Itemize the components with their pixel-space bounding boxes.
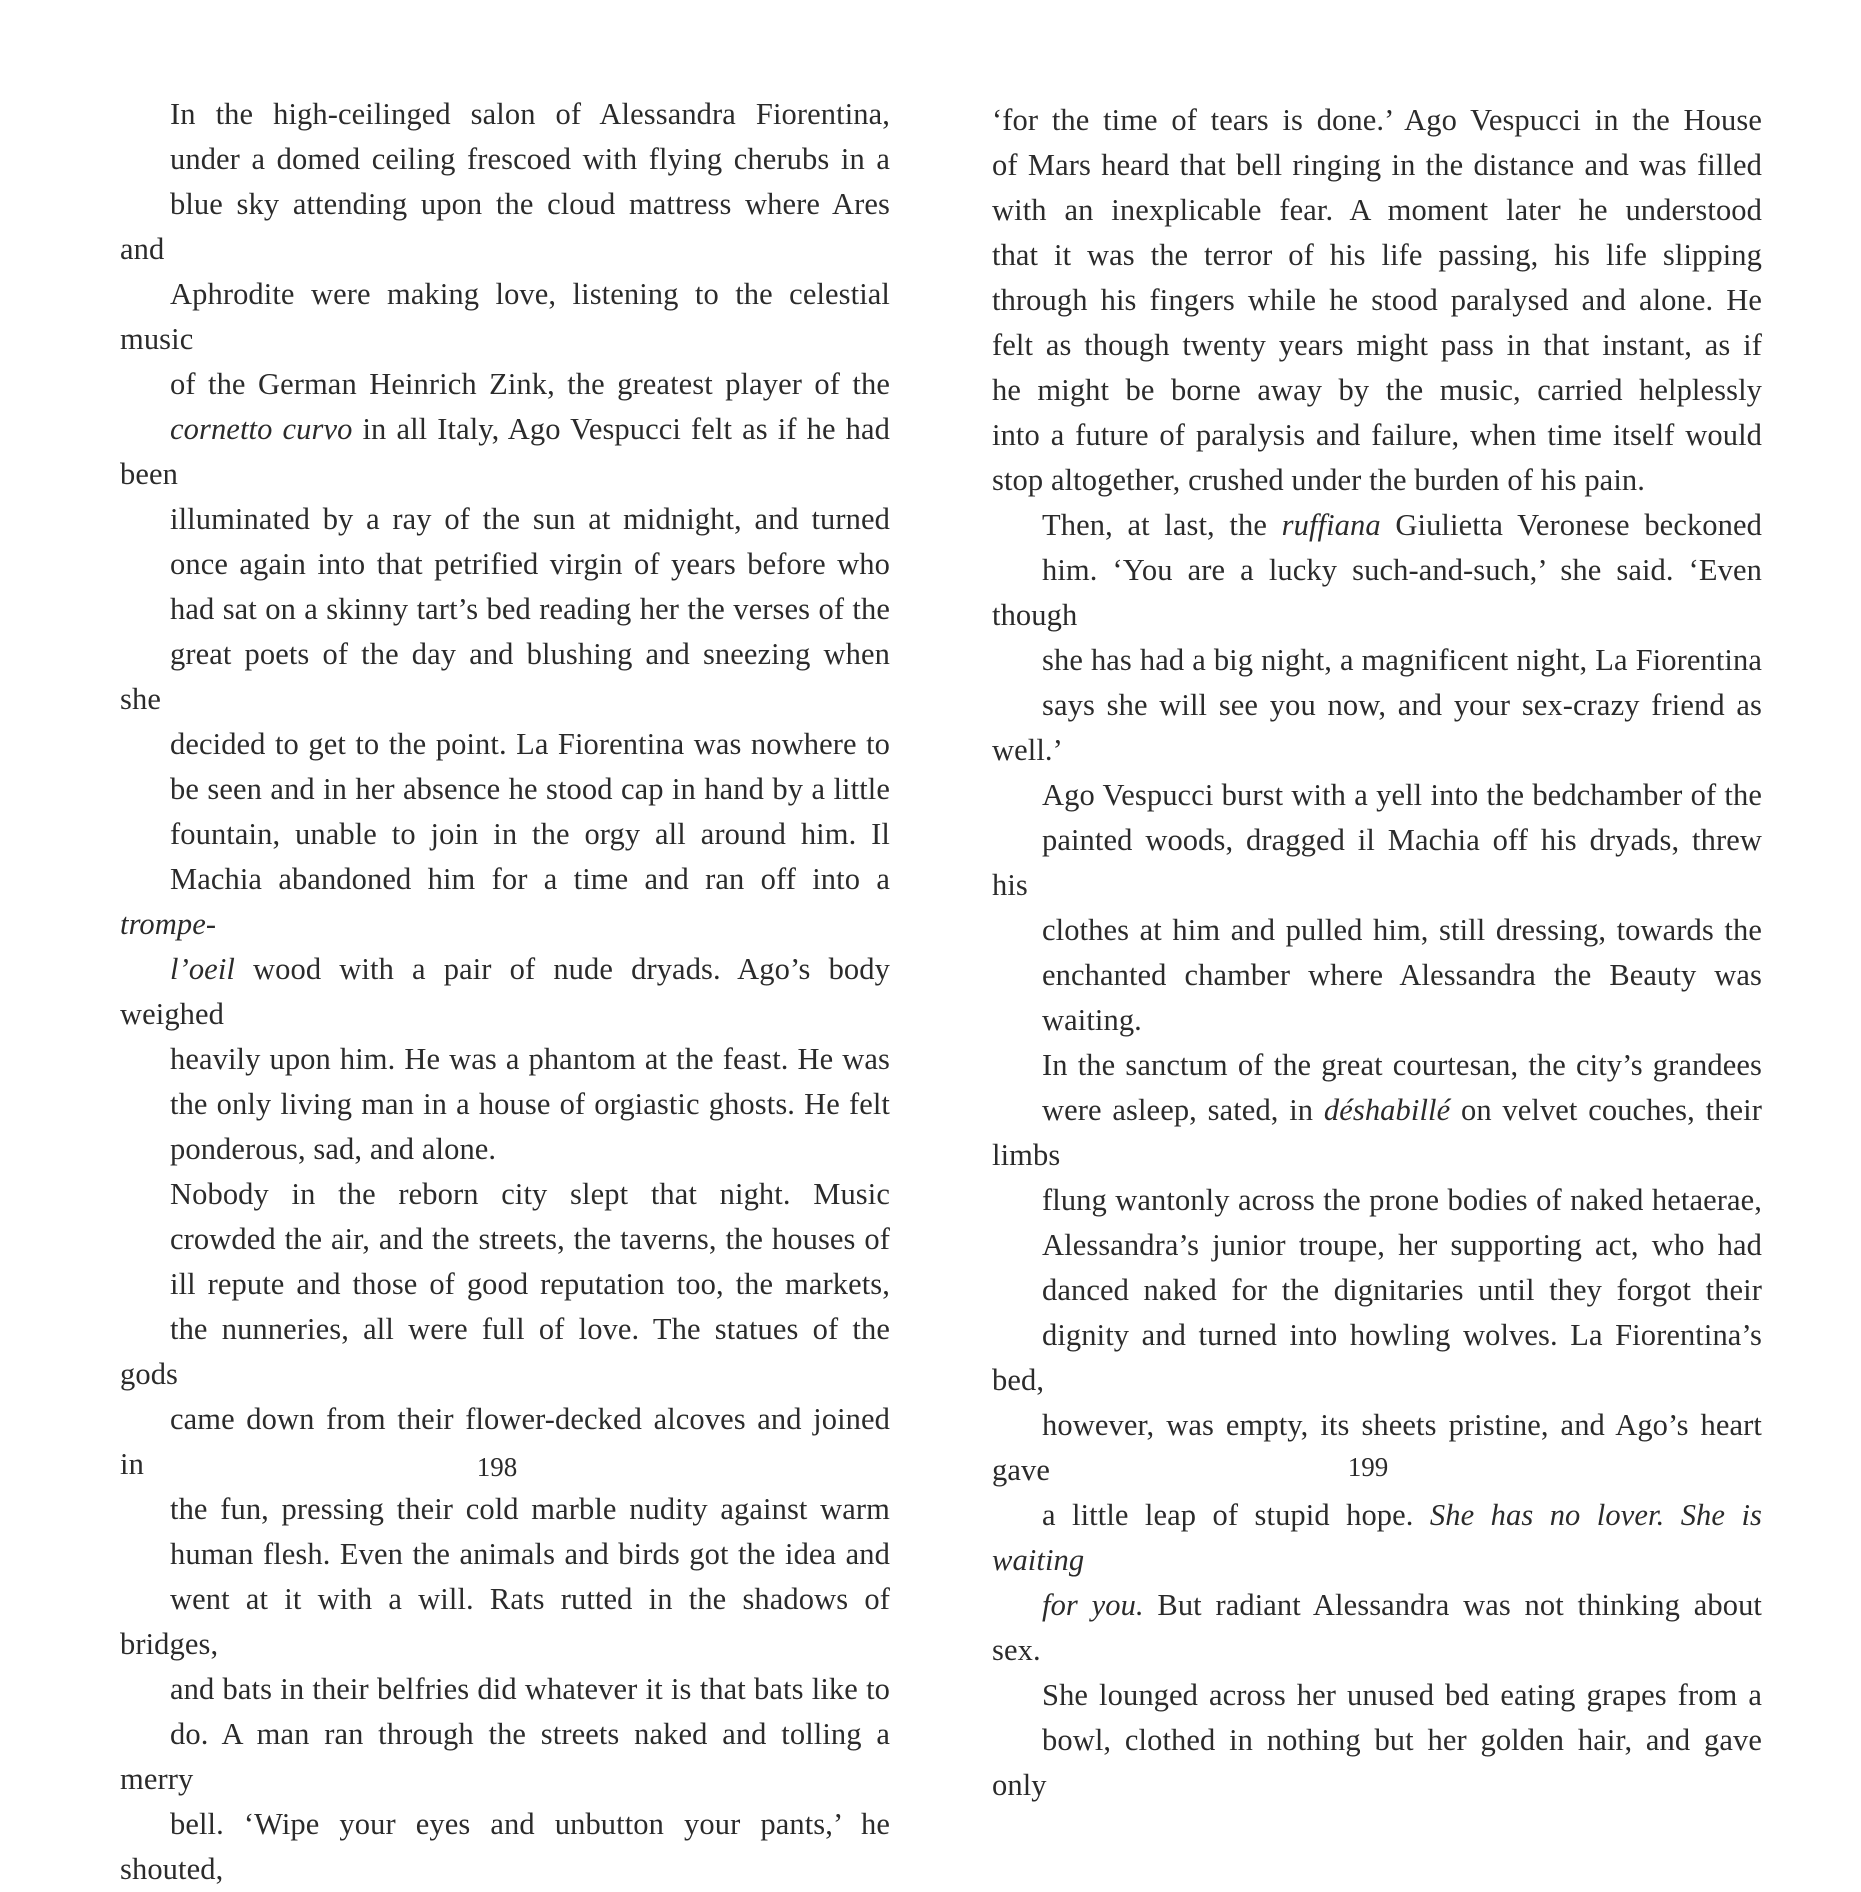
left-page-text (120, 92, 890, 1892)
text-line: cornetto curvo in all Italy, Ago Vespucci felt as if he had been (120, 412, 890, 491)
text-line: heavily upon him. He was a phantom at the feast. He was (170, 1042, 890, 1076)
text-line: In the high-ceilinged salon of Alessandra Fiorentina, (170, 97, 890, 131)
page-number: 198 (476, 1452, 518, 1482)
italic-term: She has no lover. She is waiting (992, 1498, 1762, 1577)
text-line: the only living man in a house of orgiastic ghosts. He felt (170, 1087, 890, 1121)
left-page (0, 0, 930, 1886)
text-line: do. A man ran through the streets naked and tolling a merry (120, 1717, 890, 1796)
text-line: ponderous, sad, and alone. (170, 1132, 497, 1166)
text-line: be seen and in her absence he stood cap in hand by a little (170, 772, 890, 806)
text-line: ‘for the time of tears is done.’ Ago Vespucci in the House (992, 103, 1762, 137)
text-line: says she will see you now, and your sex-crazy friend as well.’ (992, 688, 1762, 767)
text-line: fountain, unable to join in the orgy all around him. Il (170, 817, 890, 851)
right-page-text (992, 98, 1762, 1808)
text-line: Aphrodite were making love, listening to the celestial music (120, 277, 890, 356)
text-line: through his fingers while he stood paralysed and alone. He (992, 283, 1762, 317)
text-line: went at it with a will. Rats rutted in the shadows of bridges, (120, 1582, 890, 1661)
text-line: Ago Vespucci burst with a yell into the bedchamber of the (1042, 778, 1762, 812)
text-line: Machia abandoned him for a time and ran off into a trompe- (120, 862, 890, 941)
right-page (930, 0, 1861, 1802)
italic-term: l’oeil (170, 952, 235, 986)
text-line: the fun, pressing their cold marble nudity against warm (170, 1492, 890, 1526)
text-line: ill repute and those of good reputation too, the markets, (170, 1267, 890, 1301)
italic-term: for you. (1042, 1588, 1144, 1622)
text-line: illuminated by a ray of the sun at midnight, and turned (170, 502, 890, 536)
text-line: l’oeil wood with a pair of nude dryads. Ago’s body weighed (120, 952, 890, 1031)
italic-term: ruffiana (1281, 508, 1381, 542)
text-line: he might be borne away by the music, carried helplessly (992, 373, 1762, 407)
text-line: painted woods, dragged il Machia off his dryads, threw his (992, 823, 1762, 902)
italic-term: cornetto curvo (170, 412, 353, 446)
text-line: felt as though twenty years might pass in that instant, as if (992, 328, 1762, 362)
text-line: had sat on a skinny tart’s bed reading her the verses of the (170, 592, 890, 626)
paragraph (992, 503, 1762, 1043)
text-line: Nobody in the reborn city slept that night. Music (170, 1177, 890, 1211)
text-line: bowl, clothed in nothing but her golden hair, and gave only (992, 1723, 1762, 1802)
text-line: once again into that petrified virgin of years before who (170, 547, 890, 581)
text-line: however, was empty, its sheets pristine, and Ago’s heart gave (992, 1408, 1762, 1487)
text-line: into a future of paralysis and failure, when time itself would (992, 418, 1762, 452)
text-line: dignity and turned into howling wolves. La Fiorentina’s bed, (992, 1318, 1762, 1397)
paragraph (992, 1043, 1762, 1808)
text-line: Alessandra’s junior troupe, her supporting act, who had (1042, 1228, 1762, 1262)
text-line: clothes at him and pulled him, still dressing, towards the (1042, 913, 1762, 947)
text-line: were asleep, sated, in déshabillé on velvet couches, their limbs (992, 1093, 1762, 1172)
text-line: came down from their flower-decked alcoves and joined in (120, 1402, 890, 1481)
text-line: human flesh. Even the animals and birds got the idea and (170, 1537, 890, 1571)
text-line: of the German Heinrich Zink, the greatest player of the (170, 367, 890, 401)
text-line: and bats in their belfries did whatever it is that bats like to (170, 1672, 890, 1706)
italic-term: déshabillé (1323, 1093, 1451, 1127)
text-line: with an inexplicable fear. A moment later he understood (992, 193, 1762, 227)
text-line: She lounged across her unused bed eating grapes from a (1042, 1678, 1762, 1712)
text-line: decided to get to the point. La Fiorentina was nowhere to (170, 727, 890, 761)
text-line: that it was the terror of his life passing, his life slipping (992, 238, 1762, 272)
text-line: stop altogether, crushed under the burden of his pain. (992, 463, 1645, 497)
text-line: a little leap of stupid hope. She has no lover. She is waiting (992, 1498, 1762, 1577)
text-line: danced naked for the dignitaries until they forgot their (1042, 1273, 1762, 1307)
text-line: Then, at last, the ruffiana Giulietta Veronese beckoned (1042, 508, 1762, 542)
text-line: flung wantonly across the prone bodies of naked hetaerae, (1042, 1183, 1762, 1217)
text-line: bell. ‘Wipe your eyes and unbutton your pants,’ he shouted, (120, 1807, 890, 1886)
text-line: crowded the air, and the streets, the taverns, the houses of (170, 1222, 890, 1256)
paragraph (120, 1172, 890, 1892)
text-line: great poets of the day and blushing and sneezing when she (120, 637, 890, 716)
text-line: him. ‘You are a lucky such-and-such,’ she said. ‘Even though (992, 553, 1762, 632)
paragraph (992, 98, 1762, 503)
italic-term: trompe- (120, 907, 217, 941)
paragraph (120, 92, 890, 1172)
text-line: for you. But radiant Alessandra was not thinking about sex. (992, 1588, 1762, 1667)
text-line: enchanted chamber where Alessandra the Beauty was (1042, 958, 1762, 992)
text-line: waiting. (1042, 1003, 1142, 1037)
text-line: she has had a big night, a magnificent night, La Fiorentina (1042, 643, 1762, 677)
text-line: the nunneries, all were full of love. The statues of the gods (120, 1312, 890, 1391)
text-line: blue sky attending upon the cloud mattress where Ares and (120, 187, 890, 266)
text-line: In the sanctum of the great courtesan, the city’s grandees (1042, 1048, 1762, 1082)
text-line: of Mars heard that bell ringing in the distance and was filled (992, 148, 1762, 182)
page-number: 199 (1347, 1452, 1389, 1482)
text-line: under a domed ceiling frescoed with flying cherubs in a (170, 142, 890, 176)
